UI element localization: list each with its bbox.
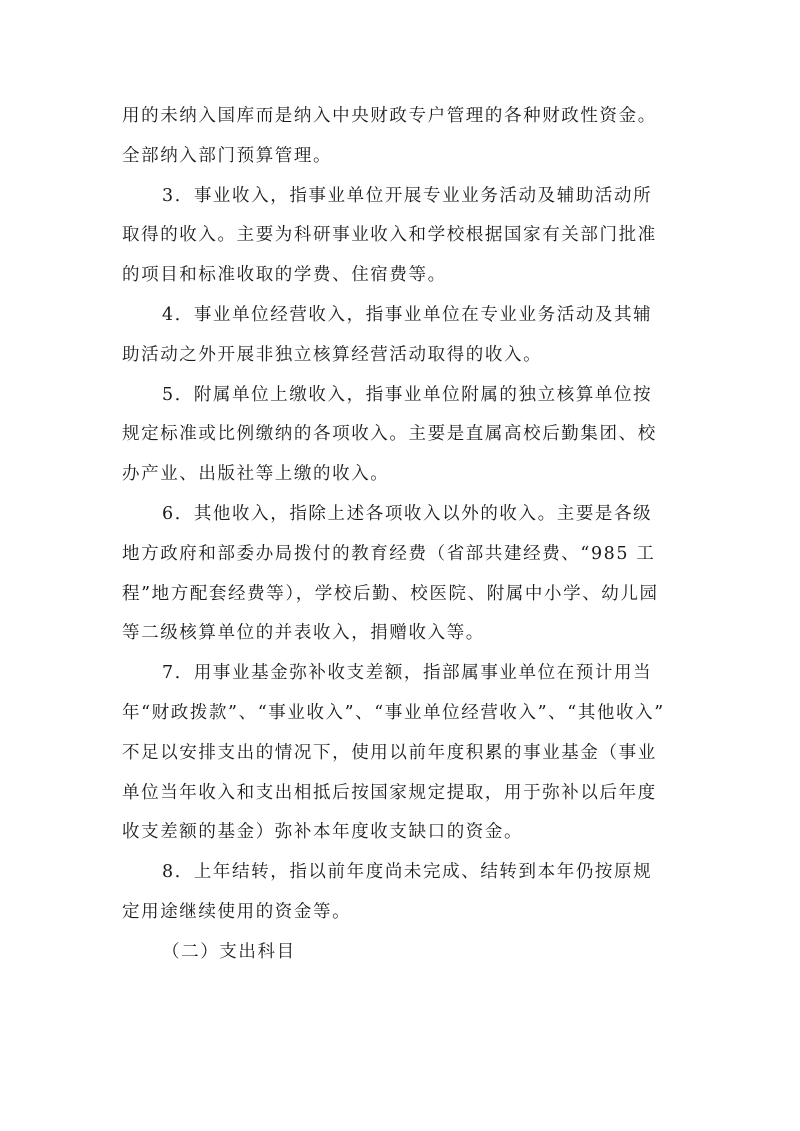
paragraph-item-8	[122, 853, 688, 933]
paragraph-continued	[122, 97, 688, 177]
document-body	[122, 97, 688, 973]
text-line: 7．用事业基金弥补收支差额，指部属事业单位在预计用当	[162, 663, 653, 684]
text-line: 年“财政拨款”、“事业收入”、“事业单位经营收入”、“其他收入”	[122, 702, 665, 723]
paragraph-item-4	[122, 296, 688, 376]
text-line: 全部纳入部门预算管理。	[122, 145, 333, 166]
text-line: 的项目和标准收取的学费、住宿费等。	[122, 265, 447, 286]
text-line: 不足以安排支出的情况下，使用以前年度积累的事业基金（事业	[122, 742, 657, 763]
text-line: 用的未纳入国库而是纳入中央财政专户管理的各种财政性资金。	[122, 106, 657, 126]
text-line: 4．事业单位经营收入，指事业单位在专业业务活动及其辅	[162, 304, 653, 325]
text-line: 定用途继续使用的资金等。	[122, 901, 352, 922]
text-line: 5．附属单位上缴收入，指事业单位附属的独立核算单位按	[162, 384, 653, 405]
text-line: 地方政府和部委办局拨付的教育经费（省部共建经费、“985 工	[122, 543, 656, 564]
text-line: 程”地方配套经费等），学校后勤、校医院、附属中小学、幼儿园	[122, 583, 659, 604]
text-line: 办产业、出版社等上缴的收入。	[122, 464, 390, 485]
text-line: 取得的收入。主要为科研事业收入和学校根据国家有关部门批准	[122, 225, 657, 246]
text-line: 等二级核算单位的并表收入，捐赠收入等。	[122, 623, 485, 644]
text-line: 规定标准或比例缴纳的各项收入。主要是直属高校后勤集团、校	[122, 424, 657, 445]
text-line: 3．事业收入，指事业单位开展专业业务活动及辅助活动所	[162, 185, 653, 206]
section-heading: （二）支出科目	[162, 941, 296, 962]
paragraph-item-6	[122, 495, 688, 654]
text-line: 单位当年收入和支出相抵后按国家规定提取，用于弥补以后年度	[122, 782, 657, 803]
paragraph-item-5	[122, 376, 688, 495]
paragraph-item-7	[122, 654, 688, 853]
text-line: 收支差额的基金）弥补本年度收支缺口的资金。	[122, 822, 524, 843]
text-line: 6．其他收入，指除上述各项收入以外的收入。主要是各级	[162, 503, 653, 524]
paragraph-item-3	[122, 177, 688, 296]
text-line: 助活动之外开展非独立核算经营活动取得的收入。	[122, 344, 543, 365]
text-line: 8．上年结转，指以前年度尚未完成、结转到本年仍按原规	[162, 862, 653, 883]
